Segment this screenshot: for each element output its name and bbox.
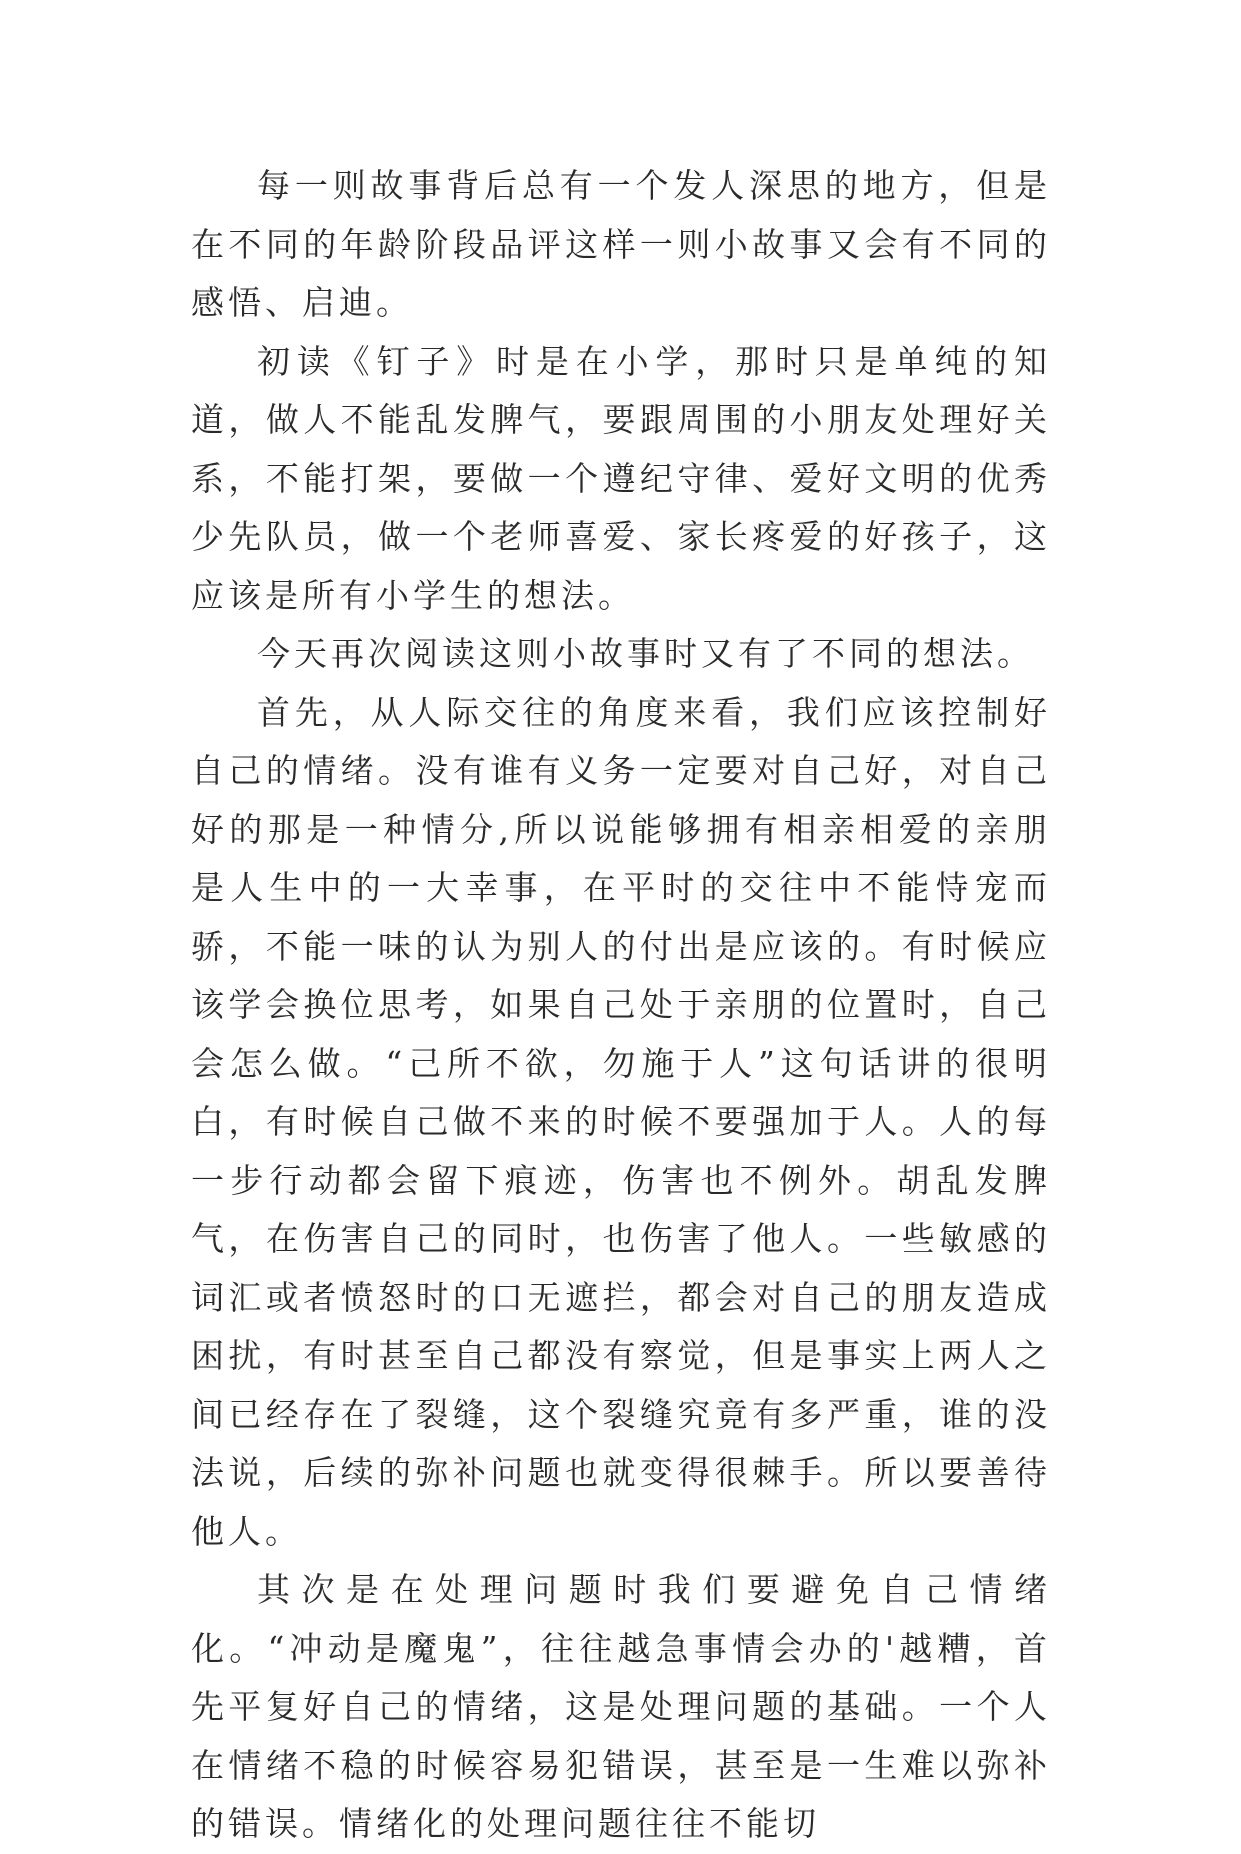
paragraph: 每一则故事背后总有一个发人深思的地方，但是在不同的年龄阶段品评这样一则小故事又会有不同的感悟、启迪。 bbox=[191, 166, 1051, 322]
paragraph: 初读《钉子》时是在小学，那时只是单纯的知道，做人不能乱发脾气，要跟周围的小朋友处理好关系，不能打架，要做一个遵纪守律、爱好文明的优秀少先队员，做一个老师喜爱、家长疼爱的好孩子，这应该是所有小学生的想法。 bbox=[191, 341, 1051, 615]
paragraph: 其次是在处理问题时我们要避免自己情绪化。“冲动是魔鬼”，往往越急事情会办的'越糟，首先平复好自己的情绪，这是处理问题的基础。一个人在情绪不稳的时候容易犯错误，甚至是一生难以弥补的错误。情绪化的处理问题往往不能切 bbox=[191, 1570, 1051, 1843]
paragraph: 今天再次阅读这则小故事时又有了不同的想法。 bbox=[257, 634, 1034, 673]
paragraph: 首先，从人际交往的角度来看，我们应该控制好自己的情绪。没有谁有义务一定要对自己好，对自己好的那是一种情分,所以说能够拥有相亲相爱的亲朋是人生中的一大幸事，在平时的交往中不能恃宠而骄，不能一味的认为别人的付出是应该的。有时候应该学会换位思考，如果自己处于亲朋的位置时，自己会怎么做。“己所不欲，勿施于人”这句话讲的很明白，有时候自己做不来的时候不要强加于人。人的每一步行动都会留下痕迹，伤害也不例外。胡乱发脾气，在伤害自己的同时，也伤害了他人。一些敏感的词汇或者愤怒时的口无遮拦，都会对自己的朋友造成困扰，有时甚至自己都没有察觉，但是事实上两人之间已经存在了裂缝，这个裂缝究竟有多严重，谁的没法说，后续的弥补问题也就变得很棘手。所以要善待他人。 bbox=[191, 692, 1051, 1551]
document-body bbox=[191, 157, 1051, 1854]
